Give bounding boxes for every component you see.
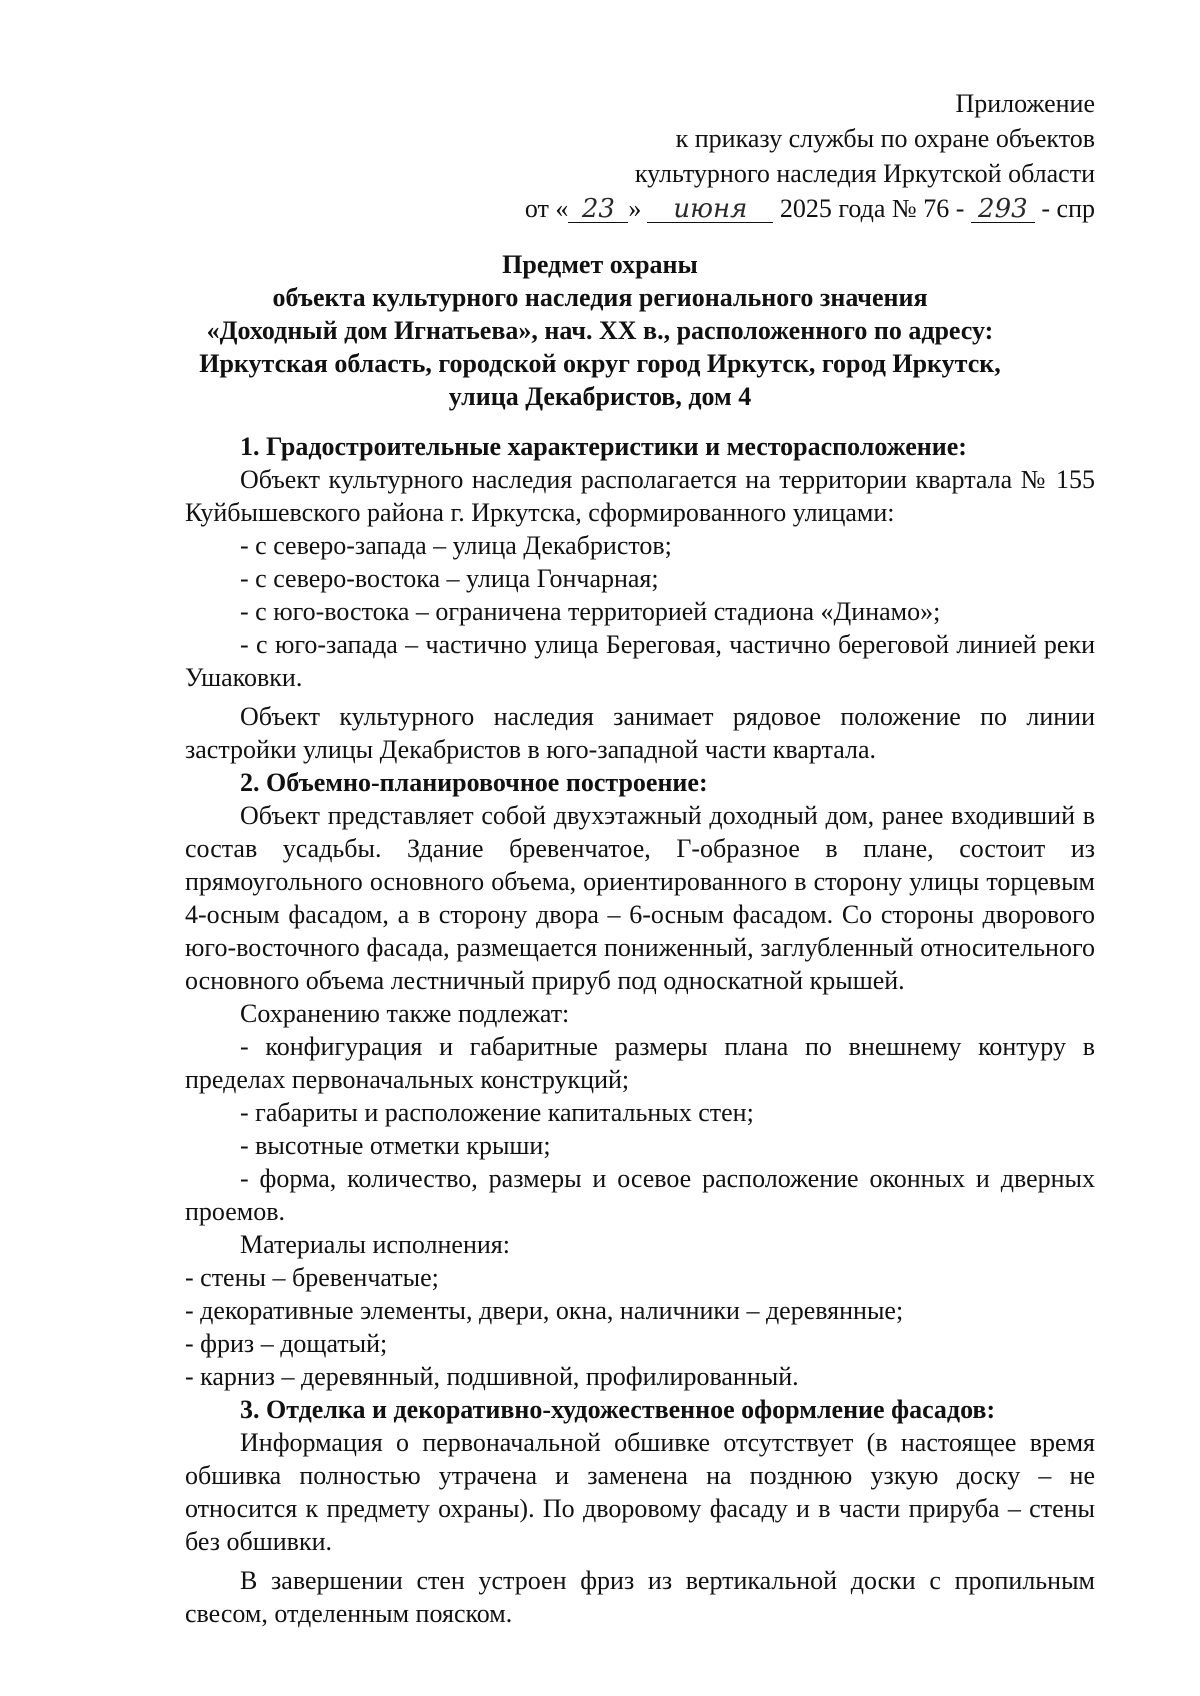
title-line-5: улица Декабристов, дом 4 (448, 382, 752, 411)
materials-item: - карниз – деревянный, подшивной, профилированный. (185, 1362, 799, 1391)
header-line-1: Приложение (955, 89, 1095, 118)
section-1-intro: Объект культурного наследия располагается на территории квартала № 155 Куйбышевского района г. Иркутска, сформированного улицами: (185, 465, 1095, 527)
date-prefix: от « (524, 194, 569, 223)
preserve-item: - конфигурация и габаритные размеры плана по внешнему контуру в пределах первоначальных конструкций; (185, 1032, 1095, 1094)
handwritten-order-number: 293 (971, 196, 1035, 223)
section-2-heading: 2. Объемно-планировочное построение: (240, 768, 708, 797)
preserve-item: - высотные отметки крыши; (240, 1131, 551, 1160)
title-line-1: Предмет охраны (502, 250, 698, 279)
title-line-4: Иркутская область, городской округ город Иркутск, город Иркутск, (199, 349, 1001, 378)
section-3-paragraph-1: Информация о первоначальной обшивке отсутствует (в настоящее время обшивка полностью утрачена и заменена на позднюю узкую доску – не относится к предмету охраны). По дворовому фасаду и в части прируба – стены без обшивки. (185, 1428, 1095, 1556)
section-3-paragraph-2: В завершении стен устроен фриз из вертикальной доски с пропильным свесом, отделенным пояском. (185, 1566, 1095, 1628)
preserve-item: - форма, количество, размеры и осевое расположение оконных и дверных проемов. (185, 1164, 1095, 1226)
handwritten-month: июня (647, 196, 773, 223)
section-1-position: Объект культурного наследия занимает рядовое положение по линии застройки улицы Декабристов в юго-западной части квартала. (185, 702, 1095, 764)
year-and-order-number: 2025 года № 76 - (779, 194, 965, 223)
appendix-header (525, 86, 1095, 226)
materials-item: - декоративные элементы, двери, окна, наличники – деревянные; (185, 1296, 904, 1325)
section-3-heading: 3. Отделка и декоративно-художественное оформление фасадов: (240, 1395, 996, 1424)
section-1-item: - с юго-востока – ограничена территорией стадиона «Динамо»; (240, 597, 941, 626)
handwritten-day: 23 (568, 196, 628, 223)
title-line-3: «Доходный дом Игнатьева», нач. XX в., расположенного по адресу: (206, 316, 994, 345)
section-1-item: - с северо-запада – улица Декабристов; (240, 531, 672, 560)
section-1-item: - с северо-востока – улица Гончарная; (240, 564, 659, 593)
order-suffix: - спр (1041, 194, 1095, 223)
document-title (150, 248, 1050, 413)
preserve-item: - габариты и расположение капитальных стен; (240, 1098, 754, 1127)
materials-intro: Материалы исполнения: (240, 1230, 510, 1259)
title-line-2: объекта культурного наследия регионального значения (272, 283, 928, 312)
header-date-line (525, 191, 1095, 226)
document-body (185, 430, 1095, 1630)
section-1-item: - с юго-запада – частично улица Береговая, частично береговой линией реки Ушаковки. (185, 630, 1095, 692)
header-line-2: к приказу службы по охране объектов (675, 124, 1095, 153)
section-1-heading: 1. Градостроительные характеристики и месторасположение: (240, 432, 967, 461)
materials-item: - фриз – дощатый; (185, 1329, 388, 1358)
date-quote-close: » (628, 194, 642, 223)
section-2-description: Объект представляет собой двухэтажный доходный дом, ранее входивший в состав усадьбы. Здание бревенчатое, Г-образное в плане, состоит из прямоугольного основного объема, ориентированного в сторону улицы торцевым 4-осным фасадом, а в сторону двора – 6-осным фасадом. Со стороны дворового юго-восточного фасада, размещается пониженный, заглубленный относительного основного объема лестничный прируб под односкатной крышей. (185, 801, 1095, 995)
materials-item: - стены – бревенчатые; (185, 1263, 439, 1292)
preserve-intro: Сохранению также подлежат: (240, 999, 570, 1028)
header-line-3: культурного наследия Иркутской области (634, 159, 1095, 188)
